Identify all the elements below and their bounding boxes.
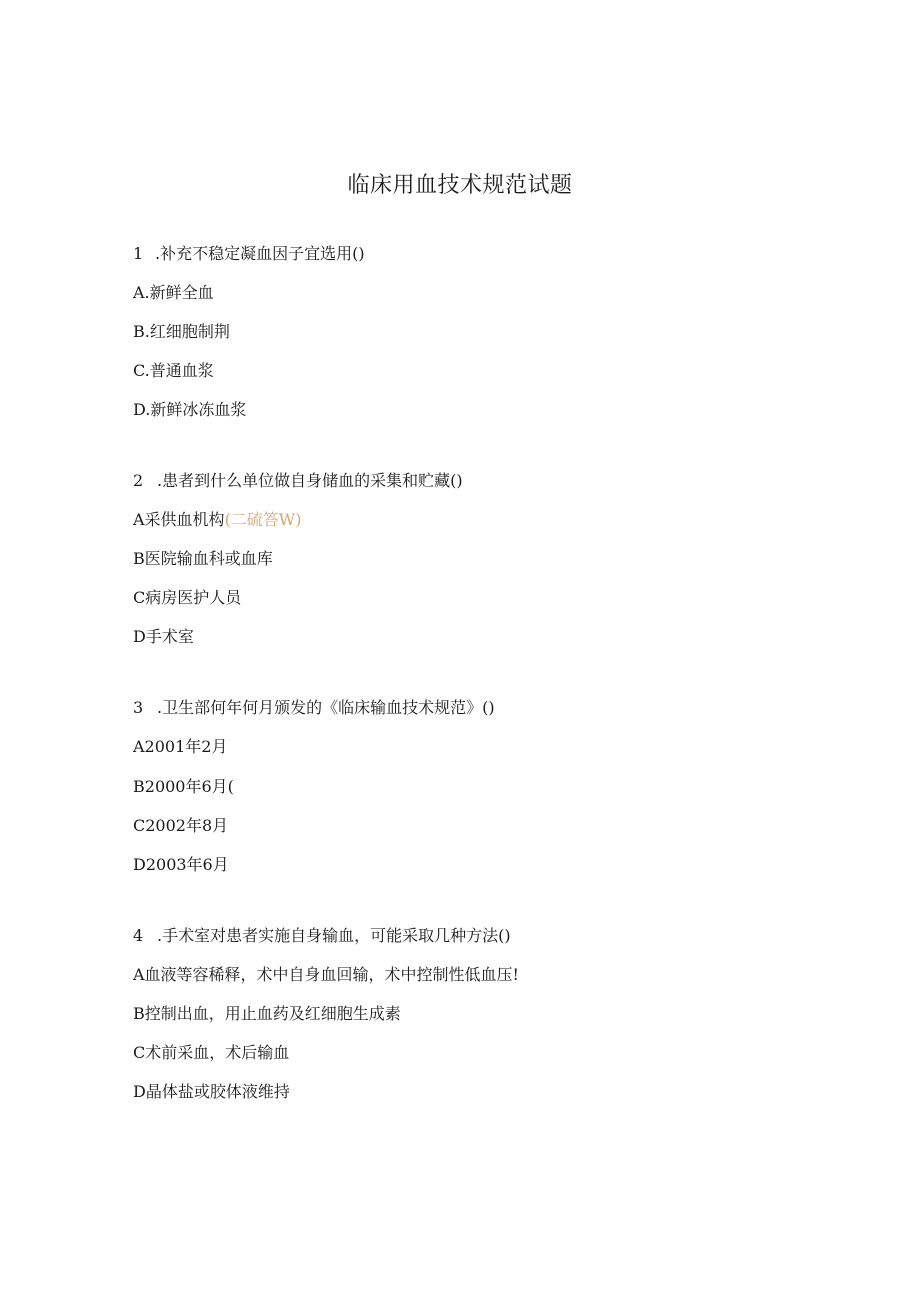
question-text: .手术室对患者实施自身输血，可能采取几种方法() (157, 926, 511, 945)
question-text: .患者到什么单位做自身储血的采集和贮藏() (157, 471, 463, 490)
question-number: 3 (133, 698, 144, 717)
document-title: 临床用血技术规范试题 (347, 173, 573, 198)
question-3-option-d: D2003年6月 (133, 855, 229, 874)
question-2-option-a (133, 510, 302, 530)
question-text: .补充不稳定凝血因子宜选用() (155, 244, 365, 263)
question-1-option-c: C.普通血浆 (133, 361, 214, 380)
question-2-option-d: D手术室 (133, 627, 194, 646)
question-2 (133, 471, 463, 491)
question-number: 2 (133, 471, 144, 490)
question-4 (133, 926, 511, 946)
question-3 (133, 698, 495, 718)
question-1-option-d: D.新鲜冰冻血浆 (133, 400, 247, 419)
question-2-option-b: B医院输血科或血库 (133, 549, 273, 568)
question-4-option-c: C术前采血，术后输血 (133, 1043, 290, 1062)
question-3-option-c: C2002年8月 (133, 816, 229, 835)
question-4-option-a: A血液等容稀释，术中自身血回输，术中控制性低血压! (133, 965, 519, 984)
question-3-option-b: B2000年6月( (133, 777, 234, 796)
handwritten-annotation: (二硫答W) (224, 510, 302, 529)
question-3-option-a: A2001年2月 (133, 737, 228, 756)
question-text: .卫生部何年何月颁发的《临床输血技术规范》() (157, 698, 495, 717)
option-text: A采供血机构 (133, 510, 225, 529)
question-4-option-d: D晶体盐或胶体液维持 (133, 1082, 290, 1101)
question-1-option-b: B.红细胞制荆 (133, 322, 230, 341)
question-2-option-c: C病房医护人员 (133, 588, 242, 607)
question-4-option-b: B控制出血，用止血药及红细胞生成素 (133, 1004, 401, 1023)
question-1-option-a: A.新鲜全血 (133, 283, 214, 302)
question-number: 4 (133, 926, 144, 945)
question-number: 1 (133, 244, 144, 263)
question-1 (133, 244, 365, 264)
